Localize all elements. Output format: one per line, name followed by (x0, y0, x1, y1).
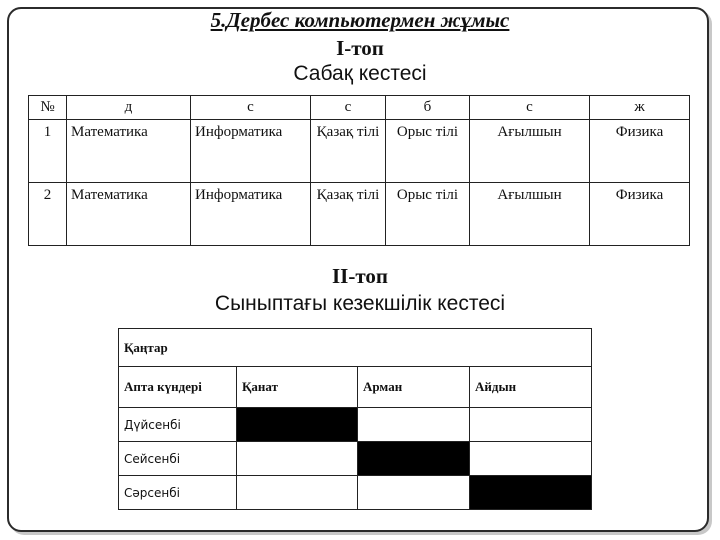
schedule-header-row (29, 96, 690, 120)
schedule-cell: Математика (67, 183, 191, 246)
schedule-cell: Математика (67, 120, 191, 183)
duty-row (119, 476, 592, 510)
duty-header-cell: Апта күндері (119, 367, 237, 408)
duty-day-cell: Сейсенбі (119, 442, 237, 476)
duty-mark-cell (470, 476, 592, 510)
schedule-cell: Қазақ тілі (311, 183, 386, 246)
duty-header-row (119, 367, 592, 408)
schedule-cell: Физика (590, 183, 690, 246)
schedule-cell: Орыс тілі (386, 120, 470, 183)
duty-mark-cell (470, 442, 592, 476)
group1-label: І-топ (336, 36, 384, 60)
duty-schedule-table (118, 328, 592, 510)
schedule-header-cell: б (386, 96, 470, 120)
schedule-cell: Ағылшын (470, 183, 590, 246)
schedule-cell: 1 (29, 120, 67, 183)
duty-header-cell: Қанат (237, 367, 358, 408)
group2-label: ІІ-топ (332, 264, 388, 288)
duty-row (119, 408, 592, 442)
duty-mark-cell (358, 442, 470, 476)
schedule-header-cell: № (29, 96, 67, 120)
schedule-cell: Информатика (191, 183, 311, 246)
schedule-header-cell: с (470, 96, 590, 120)
duty-mark-cell (237, 408, 358, 442)
schedule-cell: Орыс тілі (386, 183, 470, 246)
group1-subtitle: Сабақ кестесі (293, 62, 427, 85)
duty-mark-cell (358, 408, 470, 442)
schedule-cell: Информатика (191, 120, 311, 183)
lesson-schedule-table (28, 95, 690, 246)
slide-title: 5.Дербес компьютермен жұмыс (210, 8, 510, 32)
duty-day-cell: Сәрсенбі (119, 476, 237, 510)
duty-day-cell: Дүйсенбі (119, 408, 237, 442)
schedule-header-cell: с (311, 96, 386, 120)
schedule-cell: Физика (590, 120, 690, 183)
duty-mark-cell (470, 408, 592, 442)
duty-header-cell: Арман (358, 367, 470, 408)
duty-month-header: Қаңтар (119, 329, 592, 367)
duty-row (119, 442, 592, 476)
duty-mark-cell (237, 476, 358, 510)
duty-mark-cell (237, 442, 358, 476)
schedule-cell: Ағылшын (470, 120, 590, 183)
schedule-row (29, 120, 690, 183)
duty-header-cell: Айдын (470, 367, 592, 408)
schedule-cell: Қазақ тілі (311, 120, 386, 183)
duty-mark-cell (358, 476, 470, 510)
schedule-header-cell: ж (590, 96, 690, 120)
schedule-row (29, 183, 690, 246)
group2-subtitle: Сыныптағы кезекшілік кестесі (214, 292, 506, 315)
schedule-header-cell: д (67, 96, 191, 120)
schedule-header-cell: с (191, 96, 311, 120)
schedule-cell: 2 (29, 183, 67, 246)
